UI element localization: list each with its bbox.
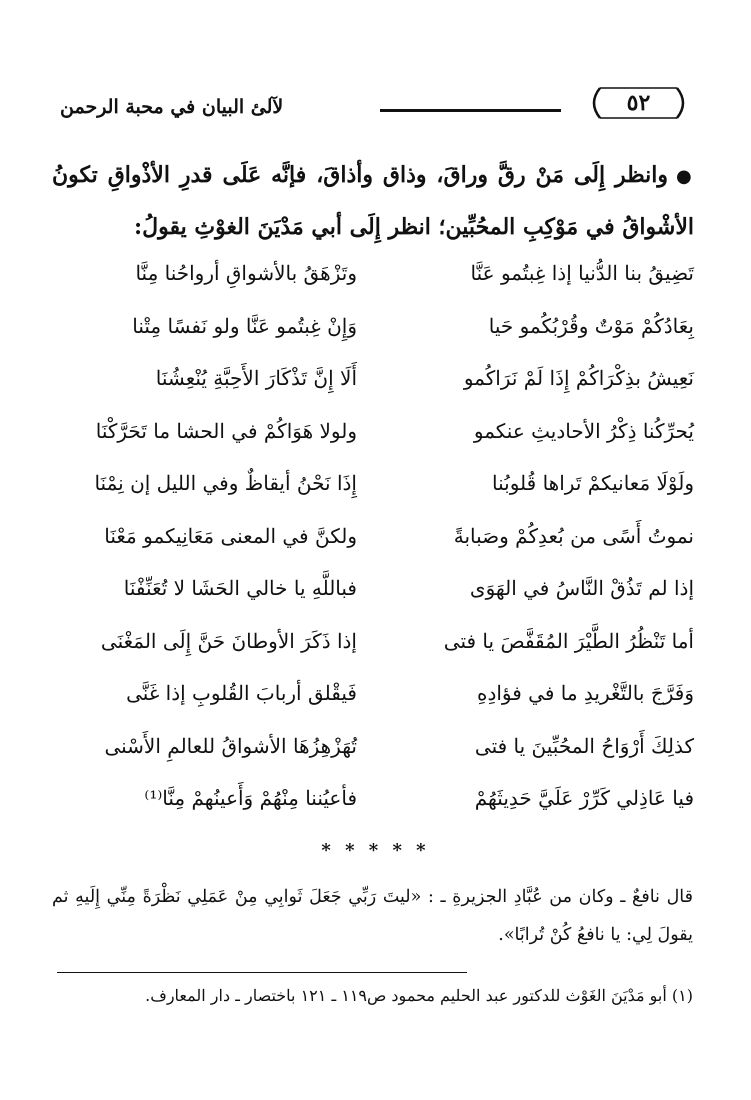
- verse-first-hemistich: نَعِيشُ بذِكْرَاكُمْ إِذَا لَمْ نَرَاكُمو: [463, 366, 694, 390]
- verse-row: [57, 358, 694, 411]
- verse-second-hemistich: إذا ذَكَرَ الأوطانَ حَنَّ إِلَى المَغْنَى: [100, 628, 357, 653]
- running-title: لآلئ البيان في محبة الرحمن: [60, 96, 284, 118]
- verse-second-hemistich: ولولا هَوَاكُمْ في الحشا ما تَحَرَّكْنَا: [95, 418, 357, 443]
- bullet-icon: ●: [676, 166, 694, 187]
- verse-second-hemistich: وتَزْهَقُ بالأشواقِ أرواحُنا مِنَّا: [135, 261, 357, 285]
- verse-second-hemistich: تُهَزْهِزُهَا الأشواقُ للعالمِ الأَسْنى: [104, 733, 357, 758]
- verse-second-hemistich: إِذَا نَحْنُ أيقاظٌ وفي الليل إن نِمْنَا: [94, 471, 357, 495]
- poem: [57, 253, 694, 831]
- verse-second-hemistich: وَإِنْ غِبتُمو عَنَّا ولو نَفسًا مِتْنا: [132, 313, 357, 338]
- verse-first-hemistich: وَفَرَّجَ بالتَّغْريدِ ما في فؤادِهِ: [476, 681, 694, 705]
- verse-first-hemistich: يُحرِّكُنا ذِكْرُ الأحاديثِ عنكمو: [473, 418, 694, 443]
- footnote: (١) أبو مَدْيَنَ الغَوْث للدكتور عبد الحليم محمود ص١١٩ ـ ١٢١ باختصار ـ دار المعارف.: [145, 986, 693, 1005]
- verse-row: [57, 306, 694, 359]
- verse-first-hemistich: كذلِكَ أَرْوَاحُ المحُبِّينَ يا فتى: [474, 733, 694, 758]
- verse-first-hemistich: أما تَنْظُرُ الطَّيْرَ المُقَفَّصَ يا فتى: [443, 628, 694, 653]
- verse-second-hemistich: فَيقْلق أربابَ القُلوبِ إذا غَنَّى: [126, 681, 357, 705]
- verse-row: [57, 253, 694, 306]
- verse-first-hemistich: بِعَادُكُمْ مَوْتٌ وقُرْبُكُمو حَيا: [488, 313, 694, 338]
- verse-second-hemistich: أَلَا إِنَّ تَذْكَارَ الأَحِبَّةِ يُنْعِشُنَا: [155, 366, 357, 390]
- verse-row: [57, 411, 694, 464]
- verse-row: [57, 778, 694, 831]
- page-number: ٥٢: [626, 90, 651, 116]
- verse-first-hemistich: ولَوْلَا مَعانيكمْ تَراها قُلوبُنا: [492, 471, 694, 495]
- verse-first-hemistich: إذا لم تَذُقْ النَّاسُ في الهَوَى: [469, 576, 694, 600]
- page-number-badge: [586, 86, 691, 120]
- verse-first-hemistich: فيا عَاذِلي كَرِّرْ عَلَيَّ حَدِيثَهُمْ: [474, 786, 694, 810]
- verse-row: [57, 726, 694, 779]
- header-rule: [380, 109, 561, 112]
- verse-row: [57, 516, 694, 569]
- verse-second-hemistich: فباللَّهِ يا خالي الحَشَا لا تُعَنِّفْنَا: [123, 576, 357, 600]
- page-header: [60, 78, 691, 128]
- verse-second-hemistich: فأعيُننا مِنْهُمْ وَأَعينُهمْ مِنَّا⁽¹⁾: [144, 786, 357, 810]
- intro-text: وانظر إِلَى مَنْ رقَّ وراقَ، وذاق وأذاقَ، فإنَّه عَلَى قدرِ الأذْواقِ تكونُ الأشْواقُ في مَوْكِبِ المحُبِّين؛ انظر إِلَى أبي مَدْيَنَ الغوْثِ يقولُ:: [52, 162, 694, 240]
- verse-row: [57, 621, 694, 674]
- verse-second-hemistich: ولكنَّ في المعنى مَعَانِيكمو مَعْنَا: [104, 523, 357, 548]
- verse-first-hemistich: نموتُ أَسًى من بُعدِكُمْ وصَبابةً: [453, 523, 694, 548]
- section-separator: * * * * *: [321, 840, 430, 861]
- verse-first-hemistich: تَضِيقُ بنا الدُّنيا إذا غِبتُمو عَنَّا: [470, 261, 694, 285]
- verse-row: [57, 673, 694, 726]
- quote-paragraph: قال نافعٌ ـ وكان من عُبَّادِ الجزيرةِ ـ : «ليتَ رَبِّي جَعَلَ ثَوابِي مِنْ عَمَلِي نَظْرَةً مِنِّي إِلَيهِ ثم يقولَ لِي: يا نافعُ كُنْ تُرابًا».: [52, 887, 693, 945]
- intro-paragraph: [52, 150, 694, 252]
- verse-row: [57, 463, 694, 516]
- footnote-rule: [57, 972, 467, 973]
- verse-row: [57, 568, 694, 621]
